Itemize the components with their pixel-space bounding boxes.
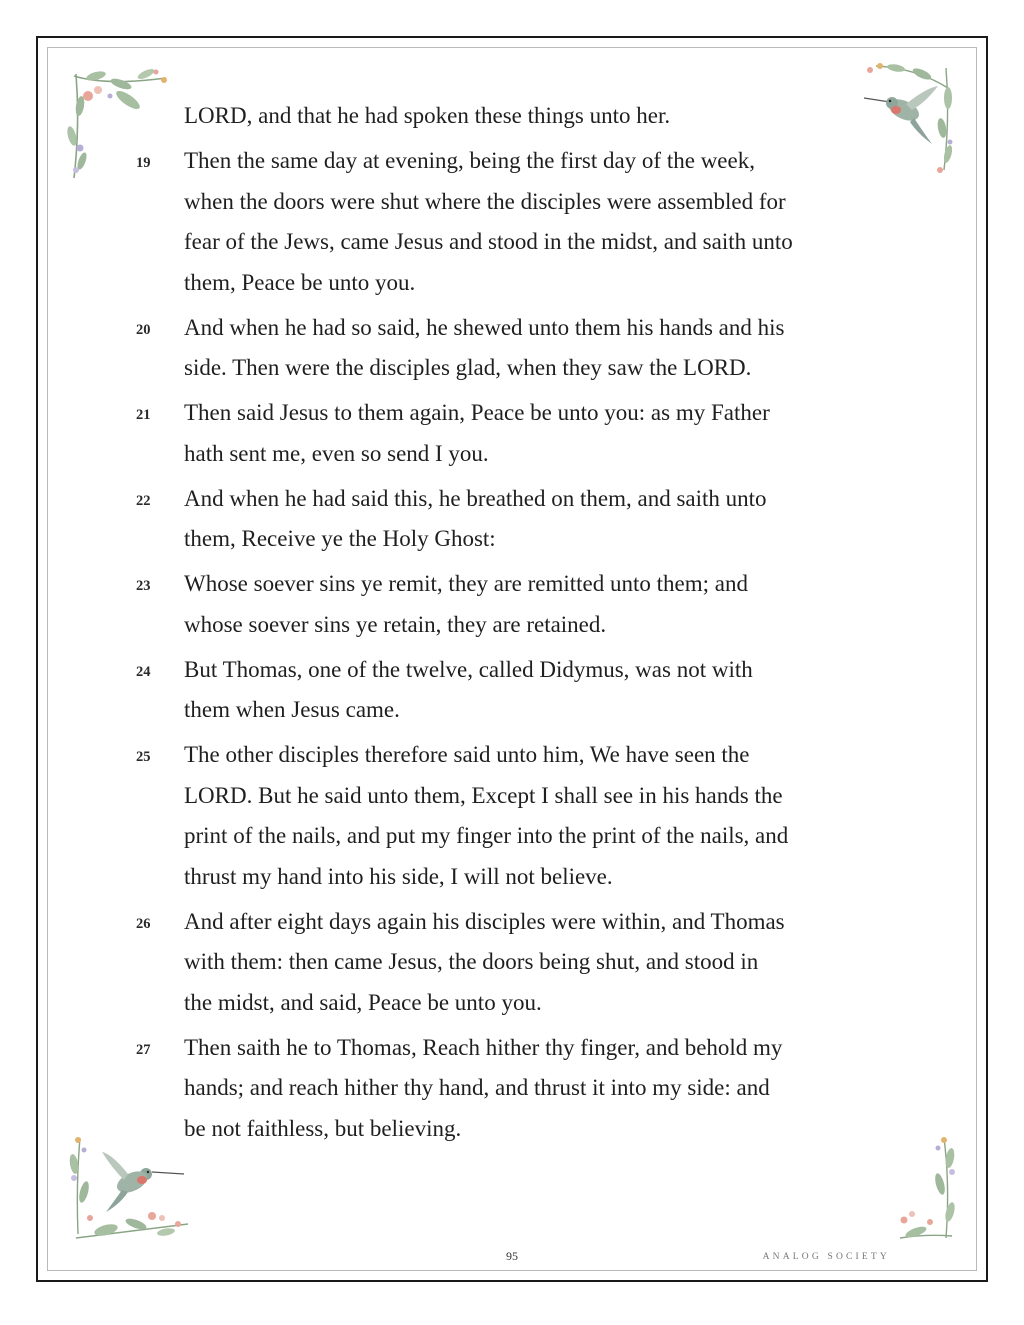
verse-line: But Thomas, one of the twelve, called Didymus, was not with	[184, 656, 753, 682]
verse-line: them when Jesus came.	[184, 697, 400, 722]
continuation-line: LORD, and that he had spoken these things unto her.	[184, 103, 671, 128]
hummingbird-bottom-left-icon	[66, 1134, 190, 1244]
verse-number: 25	[136, 749, 151, 765]
verse-line: And when he had said this, he breathed on them, and saith unto	[184, 485, 767, 511]
verse-number: 27	[136, 1041, 151, 1058]
verse-line: the midst, and said, Peace be unto you.	[184, 989, 542, 1015]
verse-number: 23	[136, 578, 151, 594]
verse-25	[136, 735, 896, 897]
verse-24	[136, 650, 896, 731]
verse-number: 19	[136, 155, 151, 171]
verse-line: And after eight days again his disciples were within, and Thomas	[184, 908, 785, 934]
verse-line: whose soever sins ye retain, they are retained.	[184, 611, 607, 637]
verse-line: with them: then came Jesus, the doors being shut, and stood in	[184, 949, 759, 974]
verse-line: And when he had so said, he shewed unto them his hands and his	[184, 314, 785, 340]
verse-line: when the doors were shut where the disciples were assembled for	[184, 188, 786, 214]
verse-number: 21	[136, 407, 151, 423]
verse-26	[136, 902, 896, 1024]
verse-line: Whose soever sins ye remit, they are remitted unto them; and	[184, 571, 748, 596]
verse-line: The other disciples therefore said unto him, We have seen the	[184, 742, 750, 767]
floral-corner-bottom-right-icon	[890, 1134, 960, 1244]
verse-line: thrust my hand into his side, I will not believe.	[184, 863, 613, 889]
verse-number: 24	[136, 663, 151, 680]
verse-line: them, Receive ye the Holy Ghost:	[184, 526, 496, 551]
verse-number: 20	[136, 321, 151, 338]
verse-line: hath sent me, even so send I you.	[184, 440, 489, 466]
verse-line: be not faithless, but believing.	[184, 1115, 462, 1141]
verse-number: 26	[136, 915, 151, 932]
brand-footer: ANALOG SOCIETY	[762, 1252, 890, 1262]
verse-line: Then said Jesus to them again, Peace be unto you: as my Father	[184, 400, 770, 425]
verse-27	[136, 1028, 896, 1150]
verse-23	[136, 564, 896, 645]
verse-line: Then the same day at evening, being the first day of the week,	[184, 148, 755, 173]
verse-line: print of the nails, and put my finger into the print of the nails, and	[184, 823, 789, 848]
verse-line: hands; and reach hither thy hand, and thrust it into my side: and	[184, 1075, 770, 1100]
verse-19	[136, 141, 896, 303]
verse-20	[136, 308, 896, 389]
scripture-text	[136, 96, 896, 1149]
verse-line: LORD. But he said unto them, Except I shall see in his hands the	[184, 782, 783, 808]
verse-line: side. Then were the disciples glad, when they saw the LORD.	[184, 355, 752, 380]
verse-line: them, Peace be unto you.	[184, 269, 416, 295]
page-number: 95	[506, 1249, 518, 1263]
verse-line: fear of the Jews, came Jesus and stood in the midst, and saith unto	[184, 229, 793, 254]
verse-number: 22	[136, 492, 151, 509]
verse-21	[136, 393, 896, 474]
verse-line: Then saith he to Thomas, Reach hither thy finger, and behold my	[184, 1034, 783, 1060]
verse-22	[136, 479, 896, 560]
